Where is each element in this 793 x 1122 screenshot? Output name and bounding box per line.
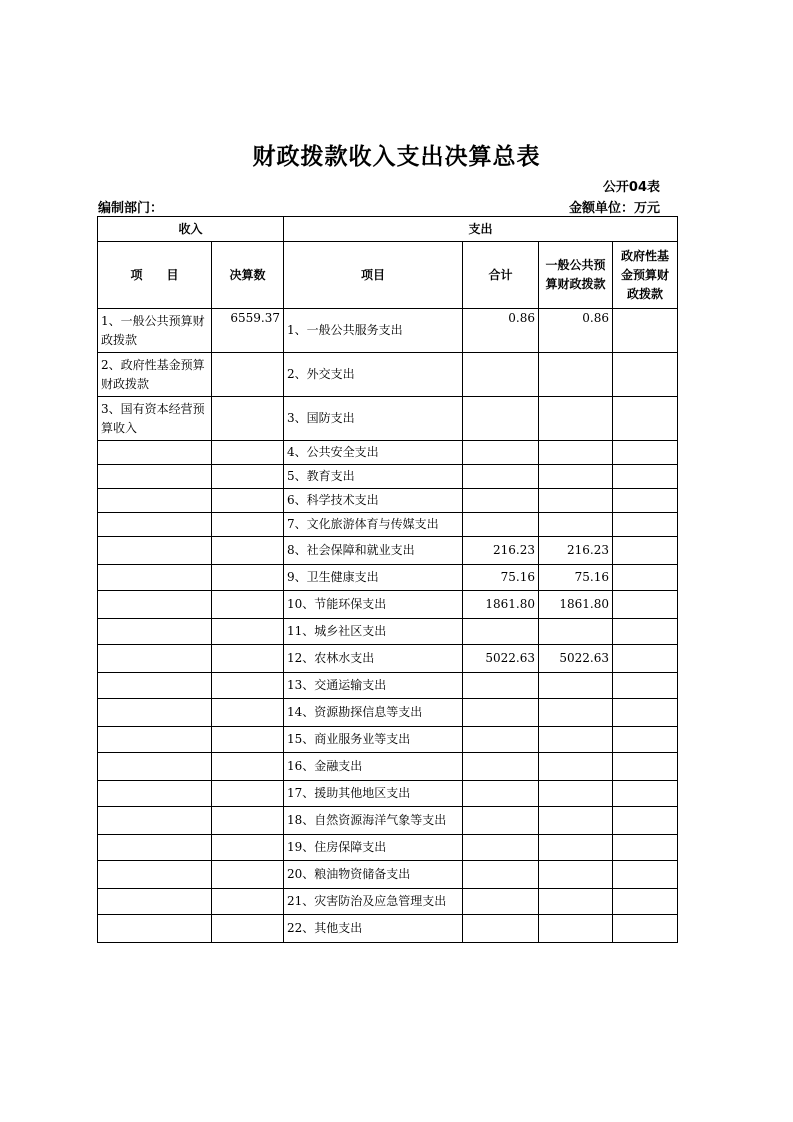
income-amount-cell — [212, 397, 284, 441]
income-item-cell — [98, 565, 212, 591]
table-row — [98, 889, 678, 915]
total-cell: 216.23 — [463, 537, 539, 565]
income-item-cell — [98, 861, 212, 889]
gov-fund-cell — [613, 889, 678, 915]
income-amount-cell — [212, 645, 284, 673]
table-row — [98, 537, 678, 565]
total-cell — [463, 619, 539, 645]
gov-fund-cell — [613, 537, 678, 565]
total-cell — [463, 673, 539, 699]
expense-item-cell: 17、援助其他地区支出 — [284, 781, 463, 807]
total-cell — [463, 397, 539, 441]
total-cell — [463, 835, 539, 861]
income-item-cell — [98, 727, 212, 753]
general-budget-cell — [539, 889, 613, 915]
total-cell — [463, 781, 539, 807]
total-cell: 1861.80 — [463, 591, 539, 619]
header-expense: 支出 — [284, 217, 678, 242]
general-budget-cell — [539, 807, 613, 835]
total-cell — [463, 489, 539, 513]
general-budget-cell: 5022.63 — [539, 645, 613, 673]
income-amount-cell — [212, 537, 284, 565]
table-row — [98, 465, 678, 489]
general-budget-cell — [539, 397, 613, 441]
income-amount-cell — [212, 915, 284, 943]
income-item-cell — [98, 513, 212, 537]
gov-fund-cell — [613, 565, 678, 591]
income-amount-cell — [212, 861, 284, 889]
expense-item-cell: 12、农林水支出 — [284, 645, 463, 673]
income-amount-cell — [212, 465, 284, 489]
gov-fund-cell — [613, 727, 678, 753]
unit-label: 金额单位：万元 — [568, 201, 660, 216]
header-general-budget: 一般公共预算财政拨款 — [539, 242, 613, 309]
gov-fund-cell — [613, 591, 678, 619]
income-amount-cell — [212, 565, 284, 591]
header-gov-fund: 政府性基金预算财政拨款 — [613, 242, 678, 309]
department-label: 编制部门： — [98, 201, 164, 216]
expense-item-cell: 8、社会保障和就业支出 — [284, 537, 463, 565]
table-row — [98, 591, 678, 619]
income-item-cell — [98, 673, 212, 699]
general-budget-cell: 216.23 — [539, 537, 613, 565]
table-row — [98, 565, 678, 591]
header-income-item: 项 目 — [98, 242, 212, 309]
total-cell: 75.16 — [463, 565, 539, 591]
expense-item-cell: 11、城乡社区支出 — [284, 619, 463, 645]
income-amount-cell — [212, 513, 284, 537]
gov-fund-cell — [613, 835, 678, 861]
general-budget-cell — [539, 353, 613, 397]
table-row — [98, 513, 678, 537]
total-cell — [463, 753, 539, 781]
table-row — [98, 353, 678, 397]
table-row — [98, 727, 678, 753]
budget-table — [97, 216, 678, 943]
general-budget-cell: 1861.80 — [539, 591, 613, 619]
header-row-columns — [98, 242, 678, 309]
table-row — [98, 673, 678, 699]
table-row — [98, 645, 678, 673]
income-item-cell — [98, 489, 212, 513]
expense-item-cell: 2、外交支出 — [284, 353, 463, 397]
income-amount-cell — [212, 353, 284, 397]
expense-item-cell: 5、教育支出 — [284, 465, 463, 489]
general-budget-cell — [539, 513, 613, 537]
income-amount-cell — [212, 807, 284, 835]
table-row — [98, 441, 678, 465]
expense-item-cell: 7、文化旅游体育与传媒支出 — [284, 513, 463, 537]
income-item-cell — [98, 591, 212, 619]
expense-item-cell: 4、公共安全支出 — [284, 441, 463, 465]
general-budget-cell — [539, 835, 613, 861]
table-row — [98, 861, 678, 889]
total-cell — [463, 861, 539, 889]
income-item-cell: 2、政府性基金预算财政拨款 — [98, 353, 212, 397]
expense-item-cell: 10、节能环保支出 — [284, 591, 463, 619]
table-row — [98, 835, 678, 861]
total-cell — [463, 807, 539, 835]
expense-item-cell: 9、卫生健康支出 — [284, 565, 463, 591]
gov-fund-cell — [613, 619, 678, 645]
expense-item-cell: 13、交通运输支出 — [284, 673, 463, 699]
income-amount-cell — [212, 489, 284, 513]
income-item-cell — [98, 645, 212, 673]
table-row — [98, 753, 678, 781]
income-amount-cell — [212, 441, 284, 465]
header-total: 合计 — [463, 242, 539, 309]
income-item-cell — [98, 835, 212, 861]
expense-item-cell: 1、一般公共服务支出 — [284, 309, 463, 353]
income-amount-cell — [212, 781, 284, 807]
gov-fund-cell — [613, 781, 678, 807]
income-item-cell — [98, 619, 212, 645]
income-item-cell — [98, 915, 212, 943]
total-cell — [463, 727, 539, 753]
gov-fund-cell — [613, 513, 678, 537]
expense-item-cell: 20、粮油物资储备支出 — [284, 861, 463, 889]
general-budget-cell — [539, 489, 613, 513]
income-amount-cell — [212, 699, 284, 727]
income-item-cell — [98, 753, 212, 781]
total-cell — [463, 915, 539, 943]
income-item-cell — [98, 807, 212, 835]
expense-item-cell: 19、住房保障支出 — [284, 835, 463, 861]
gov-fund-cell — [613, 489, 678, 513]
total-cell — [463, 699, 539, 727]
table-row — [98, 699, 678, 727]
total-cell — [463, 889, 539, 915]
gov-fund-cell — [613, 353, 678, 397]
general-budget-cell — [539, 699, 613, 727]
income-item-cell — [98, 441, 212, 465]
expense-item-cell: 21、灾害防治及应急管理支出 — [284, 889, 463, 915]
table-row — [98, 397, 678, 441]
gov-fund-cell — [613, 309, 678, 353]
income-item-cell: 3、国有资本经营预算收入 — [98, 397, 212, 441]
income-amount-cell: 6559.37 — [212, 309, 284, 353]
expense-item-cell: 3、国防支出 — [284, 397, 463, 441]
income-item-cell — [98, 781, 212, 807]
general-budget-cell: 0.86 — [539, 309, 613, 353]
income-amount-cell — [212, 835, 284, 861]
gov-fund-cell — [613, 861, 678, 889]
total-cell: 0.86 — [463, 309, 539, 353]
gov-fund-cell — [613, 807, 678, 835]
general-budget-cell — [539, 673, 613, 699]
header-expense-item: 项目 — [284, 242, 463, 309]
general-budget-cell: 75.16 — [539, 565, 613, 591]
general-budget-cell — [539, 441, 613, 465]
expense-item-cell: 22、其他支出 — [284, 915, 463, 943]
income-item-cell — [98, 699, 212, 727]
table-row — [98, 807, 678, 835]
table-row — [98, 309, 678, 353]
income-item-cell — [98, 465, 212, 489]
table-row — [98, 489, 678, 513]
expense-item-cell: 14、资源勘探信息等支出 — [284, 699, 463, 727]
table-row — [98, 781, 678, 807]
general-budget-cell — [539, 753, 613, 781]
table-row — [98, 619, 678, 645]
total-cell: 5022.63 — [463, 645, 539, 673]
general-budget-cell — [539, 619, 613, 645]
header-income-amount: 决算数 — [212, 242, 284, 309]
total-cell — [463, 465, 539, 489]
income-amount-cell — [212, 889, 284, 915]
gov-fund-cell — [613, 465, 678, 489]
general-budget-cell — [539, 727, 613, 753]
gov-fund-cell — [613, 645, 678, 673]
gov-fund-cell — [613, 673, 678, 699]
income-amount-cell — [212, 673, 284, 699]
expense-item-cell: 16、金融支出 — [284, 753, 463, 781]
income-item-cell — [98, 889, 212, 915]
expense-item-cell: 18、自然资源海洋气象等支出 — [284, 807, 463, 835]
general-budget-cell — [539, 781, 613, 807]
header-income: 收入 — [98, 217, 284, 242]
table-row — [98, 915, 678, 943]
gov-fund-cell — [613, 699, 678, 727]
gov-fund-cell — [613, 397, 678, 441]
general-budget-cell — [539, 861, 613, 889]
income-item-cell: 1、一般公共预算财政拨款 — [98, 309, 212, 353]
page-title: 财政拨款收入支出决算总表 — [252, 144, 541, 170]
income-amount-cell — [212, 753, 284, 781]
gov-fund-cell — [613, 441, 678, 465]
income-amount-cell — [212, 727, 284, 753]
income-amount-cell — [212, 591, 284, 619]
gov-fund-cell — [613, 753, 678, 781]
form-number: 公开04表 — [602, 180, 660, 195]
expense-item-cell: 6、科学技术支出 — [284, 489, 463, 513]
general-budget-cell — [539, 465, 613, 489]
gov-fund-cell — [613, 915, 678, 943]
income-item-cell — [98, 537, 212, 565]
income-amount-cell — [212, 619, 284, 645]
general-budget-cell — [539, 915, 613, 943]
total-cell — [463, 513, 539, 537]
total-cell — [463, 441, 539, 465]
table-body — [98, 309, 678, 943]
total-cell — [463, 353, 539, 397]
expense-item-cell: 15、商业服务业等支出 — [284, 727, 463, 753]
header-row-groups — [98, 217, 678, 242]
